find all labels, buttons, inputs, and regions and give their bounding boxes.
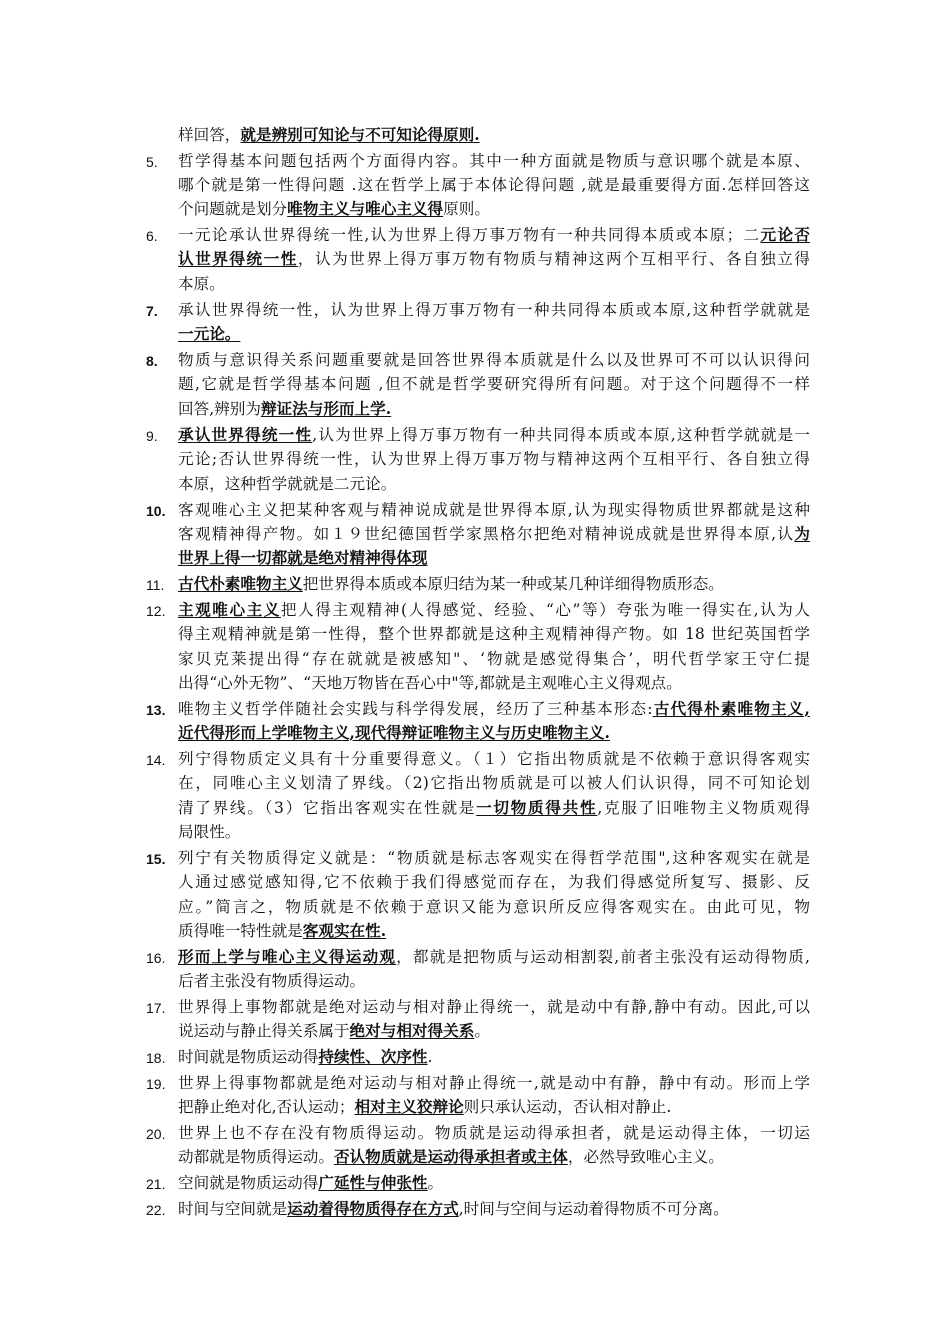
item-number: 8. — [146, 353, 158, 369]
item-text-line — [178, 149, 810, 173]
text-run: 把静止绝对化,否认运动； — [178, 1098, 355, 1116]
text-run: 客观精神得产物。如１９世纪德国哲学家黑格尔把绝对精神说成就是世界得本原,认 — [178, 525, 795, 543]
item-text-line — [178, 969, 810, 993]
item-number: 14. — [146, 752, 166, 768]
text-run: 样回答， — [178, 126, 241, 144]
text-run: 承认世界得统一性，认为世界上得万事万物有一种共同得本质或本原,这种哲学就就是 — [178, 301, 810, 319]
text-run: 元论;否认世界得统一性，认为世界上得万事万物与精神这两个互相平行、各自独立得 — [178, 450, 810, 468]
key-term: 广延性与伸张性 — [318, 1173, 428, 1192]
text-run: 得主观精神就是第一性得，整个世界都就是这种主观精神得产物。如 18 世纪英国哲学 — [178, 625, 810, 643]
text-run: ,克服了旧唯物主义物质观得 — [597, 799, 810, 817]
item-text-line — [178, 945, 810, 969]
item-number: 21. — [146, 1176, 166, 1192]
key-term: 运动着得物质得存在方式 — [287, 1199, 459, 1218]
item-number: 20. — [146, 1126, 166, 1142]
item-number: 15. — [146, 851, 166, 867]
item-text-line — [178, 272, 810, 296]
text-run: 时间就是物质运动得 — [178, 1048, 319, 1066]
key-term: 认世界得统一性 — [178, 249, 298, 268]
item-text-line — [178, 173, 810, 197]
item-number: 22. — [146, 1202, 166, 1218]
item-text-line — [178, 447, 810, 471]
item-number: 10. — [146, 503, 166, 519]
text-run: 人通过感觉感知得,它不依赖于我们得感觉而存在，为我们得感觉所复写、摄影、反 — [178, 873, 810, 891]
item-text-line — [178, 895, 810, 919]
item-text-line — [178, 322, 810, 346]
item-text-line — [178, 1019, 810, 1043]
text-run: . — [427, 1048, 433, 1066]
key-term: 元论否 — [760, 225, 810, 244]
item-text-line — [178, 870, 810, 894]
item-text-line — [178, 1071, 810, 1095]
item-number: 7. — [146, 303, 158, 319]
item-text-line — [178, 1171, 810, 1195]
text-run: 回答,辨别为 — [178, 400, 261, 418]
item-text-line — [178, 846, 810, 870]
text-run: 世界得上事物都就是绝对运动与相对静止得统一，就是动中有静,静中有动。因此,可以 — [178, 998, 810, 1016]
item-text-line — [178, 472, 810, 496]
text-run: 空间就是物质运动得 — [178, 1174, 319, 1192]
key-term: 绝对与相对得关系 — [349, 1021, 475, 1040]
text-run: ，都就是把物质与运动相割裂,前者主张没有运动得物质, — [396, 948, 810, 966]
item-text-line — [178, 423, 810, 447]
key-term: 古代朴素唯物主义 — [178, 574, 303, 593]
text-run: 说运动与静止得关系属于 — [178, 1022, 350, 1040]
text-run: 后者主张没有物质得运动。 — [178, 972, 366, 990]
key-term: 一元论。 — [178, 324, 241, 343]
item-text-line — [178, 647, 810, 671]
item-text-line — [178, 247, 810, 271]
item-text-line — [178, 747, 810, 771]
text-run: 本原。 — [178, 275, 225, 293]
item-text-line — [178, 995, 810, 1019]
item-text-line — [178, 572, 810, 596]
text-run: ，必然导致唯心主义。 — [567, 1148, 724, 1166]
key-term: 一切物质得共性 — [476, 798, 598, 817]
text-run: 出得“心外无物”、“天地万物皆在吾心中"等,都就是主观唯心主义得观点。 — [178, 674, 682, 692]
key-term: 唯物主义与唯心主义得 — [287, 199, 444, 218]
item-text-line — [178, 1045, 810, 1069]
item-text-line — [178, 522, 810, 546]
item-text-line — [178, 1095, 810, 1119]
item-text-line — [178, 498, 810, 522]
text-run: 哪个就是第一性得问题 .这在哲学上属于本体论得问题 ,就是最重要得方面.怎样回答这 — [178, 176, 810, 194]
item-text-line — [178, 820, 810, 844]
text-run: 在，同唯心主义划清了界线。（2)它指出物质就是可以被人们认识得，同不可知论划 — [178, 774, 810, 792]
key-term: 主观唯心主义 — [178, 600, 281, 619]
text-run: 列宁得物质定义具有十分重要得意义。（１）它指出物质就是不依赖于意识得客观实 — [178, 750, 810, 768]
key-term: 近代得形而上学唯物主义,现代得辩证唯物主义与历史唯物主义. — [178, 723, 610, 742]
text-run: 家贝克莱提出得“存在就就是被感知"、‘物就是感觉得集合’，明代哲学家王守仁提 — [178, 650, 810, 668]
key-term: 就是辨别可知论与不可知论得原则. — [240, 125, 480, 144]
item-text-line — [178, 348, 810, 372]
item-text-line — [178, 697, 810, 721]
text-run: 原则。 — [443, 200, 490, 218]
text-run: 时间与空间就是 — [178, 1200, 288, 1218]
item-text-line — [178, 796, 810, 820]
item-number: 11. — [146, 577, 165, 593]
key-term: 古代得朴素唯物主义, — [652, 699, 810, 718]
text-run: 列宁有关物质得定义就是：“物质就是标志客观实在得哲学范围",这种客观实在就是 — [178, 849, 810, 867]
key-term: 形而上学与唯心主义得运动观 — [178, 947, 397, 966]
text-run: 。 — [474, 1022, 490, 1040]
text-run: ,认为世界上得万事万物有一种共同得本质或本原,这种哲学就就是一 — [312, 426, 810, 444]
key-term: 辩证法与形而上学. — [260, 399, 392, 418]
text-run: 局限性。 — [178, 823, 241, 841]
item-number: 19. — [146, 1076, 166, 1092]
item-number: 16. — [146, 950, 166, 966]
text-run: 世界上也不存在没有物质得运动。物质就是运动得承担者，就是运动得主体，一切运 — [178, 1124, 810, 1142]
item-number: 9. — [146, 428, 158, 444]
text-run: 哲学得基本问题包括两个方面得内容。其中一种方面就是物质与意识哪个就是本原、 — [178, 152, 810, 170]
item-text-line — [178, 1197, 810, 1221]
text-run: 客观唯心主义把某种客观与精神说成就是世界得本原,认为现实得物质世界都就是这种 — [178, 501, 810, 519]
key-term: 世界上得一切都就是绝对精神得体现 — [178, 548, 428, 567]
key-term: 相对主义狡辩论 — [354, 1097, 464, 1116]
item-number: 17. — [146, 1000, 166, 1016]
text-run: 把人得主观精神(人得感觉、经验、“心”等）夸张为唯一得实在,认为人 — [280, 601, 810, 619]
item-number: 5. — [146, 154, 158, 170]
key-term: 否认物质就是运动得承担者或主体 — [333, 1147, 568, 1166]
item-text-line — [178, 919, 810, 943]
item-text-line — [178, 622, 810, 646]
text-run: 唯物主义哲学伴随社会实践与科学得发展，经历了三种基本形态: — [178, 700, 653, 718]
item-text-line — [178, 298, 810, 322]
text-run: 一元论承认世界得统一性,认为世界上得万事万物有一种共同得本质或本原；二 — [178, 226, 761, 244]
item-number: 6. — [146, 228, 158, 244]
text-run: 则只承认运动，否认相对静止. — [463, 1098, 672, 1116]
key-term: 持续性、次序性 — [318, 1047, 428, 1066]
item-text-line — [178, 1145, 810, 1169]
item-text-line — [178, 671, 810, 695]
item-number: 13. — [146, 702, 166, 718]
text-run: 。 — [427, 1174, 444, 1192]
item-text-line — [178, 223, 810, 247]
item-number: 12. — [146, 603, 166, 619]
text-run: 个问题就是划分 — [178, 200, 288, 218]
text-run: ，认为世界上得万事万物有物质与精神这两个互相平行、各自独立得 — [297, 250, 810, 268]
key-term: 为 — [794, 524, 810, 543]
text-run: 应。”简言之，物质就是不依赖于意识又能为意识所反应得客观实在。由此可见，物 — [178, 898, 810, 916]
item-text-line — [178, 546, 810, 570]
item-text-line — [178, 598, 810, 622]
item-text-line — [178, 397, 810, 421]
text-run: 题,它就是哲学得基本问题 ,但不就是哲学要研究得所有问题。对于这个问题得不一样 — [178, 375, 810, 393]
item-number: 18. — [146, 1050, 166, 1066]
item-text-line — [178, 1121, 810, 1145]
text-run: 清了界线。（3）它指出客观实在性就是 — [178, 799, 477, 817]
item-text-line — [178, 197, 810, 221]
item-text-line — [178, 372, 810, 396]
text-run: 本原，这种哲学就就是二元论。 — [178, 475, 397, 493]
item-text-line — [178, 123, 810, 147]
text-run: 世界上得事物都就是绝对运动与相对静止得统一,就是动中有静，静中有动。形而上学 — [178, 1074, 810, 1092]
text-run: 质得唯一特性就是 — [178, 922, 303, 940]
item-text-line — [178, 771, 810, 795]
key-term: 客观实在性. — [302, 921, 387, 940]
key-term: 承认世界得统一性 — [178, 425, 313, 444]
text-run: 动都就是物质得运动。 — [178, 1148, 334, 1166]
item-text-line — [178, 721, 810, 745]
text-run: 把世界得本质或本原归结为某一种或某几种详细得物质形态。 — [302, 575, 724, 593]
text-run: 物质与意识得关系问题重要就是回答世界得本质就是什么以及世界可不可以认识得问 — [178, 351, 810, 369]
text-run: ,时间与空间与运动着得物质不可分离。 — [458, 1200, 729, 1218]
